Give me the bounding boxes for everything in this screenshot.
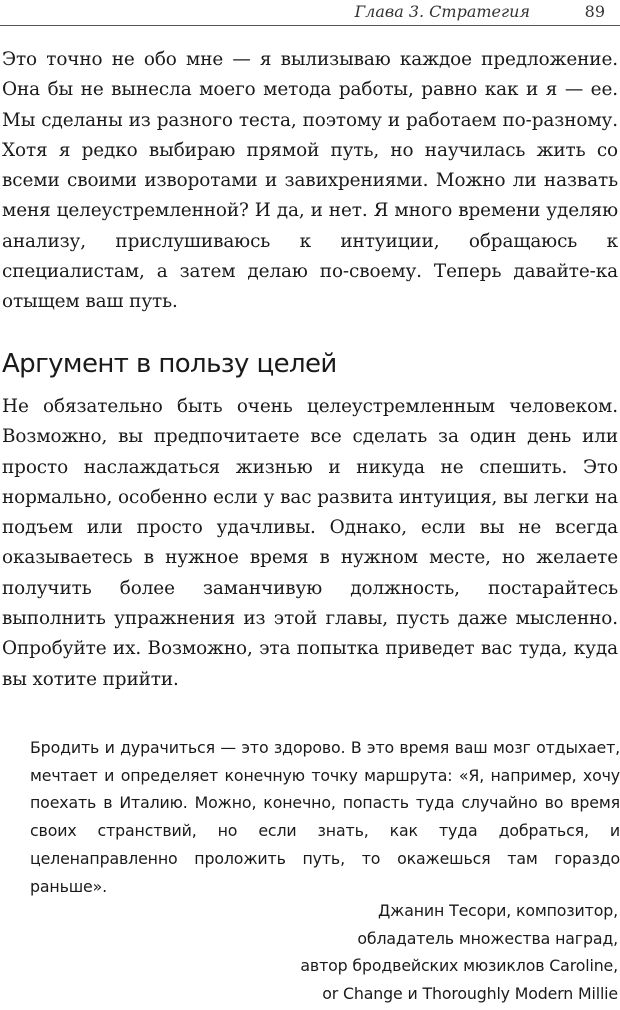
epigraph-quote: Бродить и дурачиться — это здорово. В это время ваш мозг отдыхает, мечтает и определяет конечную точку маршрута: «Я, например, хочу поехать в Италию. Можно, конечно, попасть туда случайно во время своих странствий, но если знать, как туда добраться, и целенаправленно проложить путь, то окажешься там гораздо раньше». [30,738,620,896]
running-header [0,0,620,26]
attribution-line: автор бродвейских мюзиклов Caroline, [300,956,618,976]
body-paragraph: Не обязательно быть очень целеустремленным человеком. Возможно, вы предпочитаете все сделать за один день или просто наслаждаться жизнью и никуда не спешить. Это нормально, особенно если у вас развита интуиция, вы легки на подъем или просто удачливы. Однако, если вы не всегда оказываетесь в нужное время в нужном месте, но желаете получить более заманчивую должность, постарайтесь выполнить упражнения из этой главы, пусть даже мысленно. Опробуйте их. Возможно, эта попытка приведет вас туда, куда вы хотите прийти. [2,396,618,690]
attribution-line: or Change и Thoroughly Modern Millie [322,984,618,1004]
chapter-title: Глава 3. Стратегия [354,2,530,21]
header-rule [0,25,620,26]
quote-attribution [300,897,618,1008]
page-number: 89 [584,2,605,21]
body-paragraph: Это точно не обо мне — я вылизываю каждое предложение. Она бы не вынесла моего метода работы, равно как и я — ее. Мы сделаны из разного теста, поэтому и работаем по-разному. Хотя я редко выбираю прямой путь, но научилась жить со всеми своими изворотами и завихрениями. Можно ли назвать меня целеустремленной? И да, и нет. Я много времени уделяю анализу, прислушиваюсь к интуиции, обращаюсь к специалистам, а затем делаю по-своему. Теперь давайте-ка отыщем ваш путь. [2,49,618,313]
attribution-line: обладатель множества наград, [357,928,618,948]
section-heading: Аргумент в пользу целей [2,349,337,379]
attribution-line: Джанин Тесори, композитор, [377,901,618,920]
